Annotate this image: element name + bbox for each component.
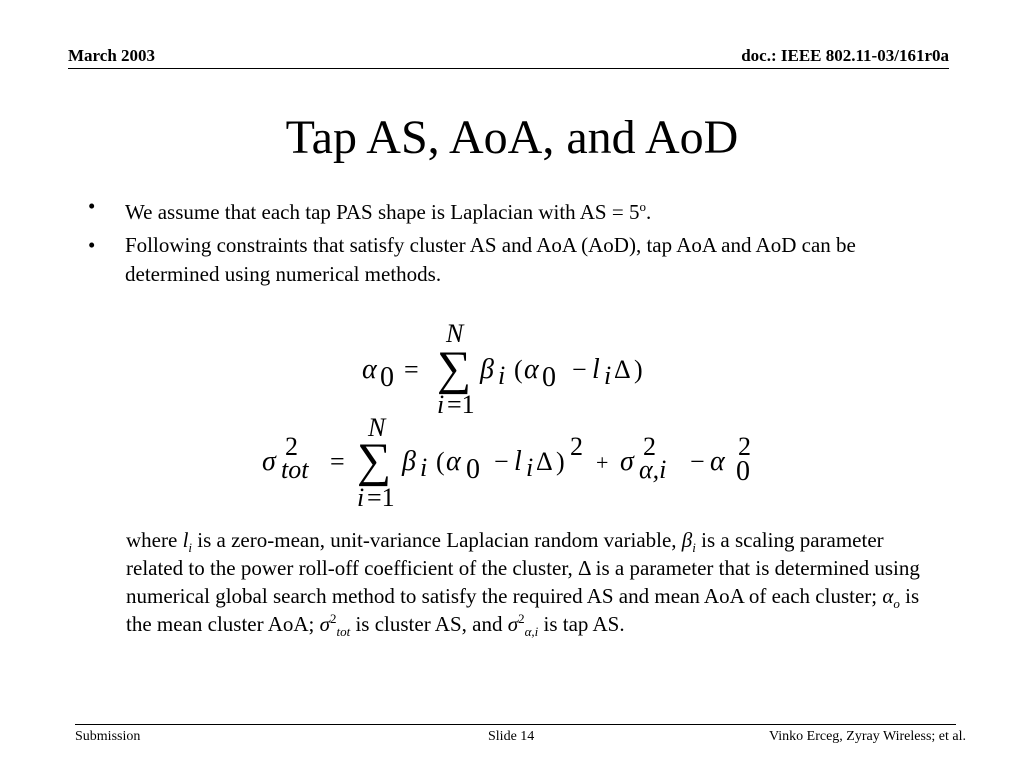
explanation-sigma-sup-two: 2: [329, 611, 337, 626]
eq1-beta: β: [480, 354, 494, 385]
explanation-beta-sub-i: i: [692, 540, 696, 556]
eq2-delta: Δ: [536, 447, 553, 476]
eq2-l-sub-i: i: [526, 453, 534, 482]
eq1-sum-lower-i: i: [437, 390, 445, 419]
explanation-part-5: is cluster AS, and: [350, 612, 508, 636]
eq1-l: l: [592, 354, 600, 385]
header-date: March 2003: [68, 46, 156, 65]
eq2-minus: −: [494, 447, 509, 476]
bullet-1-tail: .: [645, 200, 652, 224]
equation-1: [362, 319, 643, 419]
eq1-sum-lower-one: =1: [447, 390, 475, 419]
explanation-sigma-2-sup-two: 2: [518, 611, 525, 626]
explanation-alpha-sub-o: o: [893, 596, 900, 612]
eq2-alpha-last-sup-two: 2: [738, 432, 751, 461]
eq1-alpha-inner: α: [524, 354, 539, 385]
eq2-sigma: σ: [262, 446, 276, 477]
eq2-alpha-sub-zero: 0: [466, 454, 480, 485]
eq2-sum-upper-n: N: [368, 413, 386, 442]
eq2-sum-lower-i: i: [357, 483, 365, 512]
eq2-equals: =: [330, 447, 345, 476]
eq2-alpha-last: α: [710, 446, 725, 477]
slide-title: Tap AS, AoA, and AoD: [285, 111, 739, 164]
eq2-beta: β: [402, 446, 416, 477]
explanation-sigma: σ: [319, 612, 330, 636]
eq1-alpha-sub-zero: 0: [380, 362, 394, 393]
eq2-alpha: α: [446, 446, 461, 477]
eq2-sigma-alpha-sub: α,i: [639, 455, 667, 484]
eq2-sigma-alpha-sup-two: 2: [643, 432, 656, 461]
bullet-1-degree: o: [639, 199, 646, 214]
eq1-lparen: (: [514, 355, 523, 384]
explanation-part-3: is a scaling parameter related to the power roll-off coefficient of the cluster, Δ is a parameter that is determined using numerical global search method to satisfy the required AS and mean AoA of each cluster;: [126, 528, 920, 608]
eq1-alpha-inner-sub-zero: 0: [542, 362, 556, 393]
header-doc-id: doc.: IEEE 802.11-03/161r0a: [741, 46, 949, 65]
footer-rule: [75, 724, 956, 725]
explanation-part-2: is a zero-mean, unit-variance Laplacian random variable,: [192, 528, 682, 552]
bullet-2-text: Following constraints that satisfy cluster AS and AoA (AoD), tap AoA and AoD can be determined using numerical methods.: [125, 233, 856, 286]
explanation-l-sub-i: i: [188, 540, 193, 556]
explanation-beta: β: [681, 528, 693, 552]
eq2-lparen: (: [436, 447, 445, 476]
explanation-part-4: is the mean cluster AoA;: [126, 584, 920, 636]
eq1-minus: −: [572, 355, 587, 384]
footer-authors: Vinko Erceg, Zyray Wireless; et al.: [769, 729, 966, 744]
eq2-paren-sup-two: 2: [570, 432, 583, 461]
footer-submission: Submission: [75, 729, 141, 744]
eq2-sigma-alpha: σ: [620, 446, 634, 477]
explanation-sigma-2: σ: [507, 612, 519, 636]
eq1-equals: =: [404, 355, 419, 384]
eq1-rparen: ): [634, 355, 643, 384]
bullet-dot-icon: •: [88, 233, 96, 257]
eq1-sum-upper-n: N: [446, 319, 464, 348]
eq2-plus: +: [596, 450, 609, 475]
eq2-minus-2: −: [690, 447, 705, 476]
eq2-alpha-last-sub-zero: 0: [736, 456, 750, 487]
eq1-sum-icon: ∑: [437, 342, 472, 395]
eq1-beta-sub-i: i: [498, 361, 506, 390]
bullet-dot-icon: •: [88, 194, 96, 218]
explanation-alpha: α: [882, 584, 894, 608]
eq1-alpha: α: [362, 354, 377, 385]
eq2-l: l: [514, 446, 522, 477]
eq2-beta-sub-i: i: [420, 453, 428, 482]
eq2-sigma-sub-tot: tot: [281, 455, 309, 484]
footer-slide-number: Slide 14: [488, 729, 535, 744]
explanation-sigma-2-sub-alpha-i: α,i: [524, 624, 539, 640]
bullet-1-text: We assume that each tap PAS shape is Laplacian with AS = 5: [125, 200, 640, 224]
eq2-sigma-sup-two: 2: [285, 432, 298, 461]
explanation-sigma-sub-tot: tot: [336, 624, 351, 640]
eq2-sum-icon: ∑: [357, 434, 392, 487]
eq2-rparen: ): [556, 447, 565, 476]
eq2-sum-lower-one: =1: [367, 483, 395, 512]
explanation-part-1: where: [126, 528, 183, 552]
eq1-l-sub-i: i: [604, 361, 612, 390]
explanation-l: l: [182, 528, 189, 552]
explanation-part-6: is tap AS.: [538, 612, 625, 636]
eq1-delta: Δ: [614, 355, 631, 384]
explanation-paragraph: [126, 526, 926, 638]
equation-2: [262, 413, 751, 512]
